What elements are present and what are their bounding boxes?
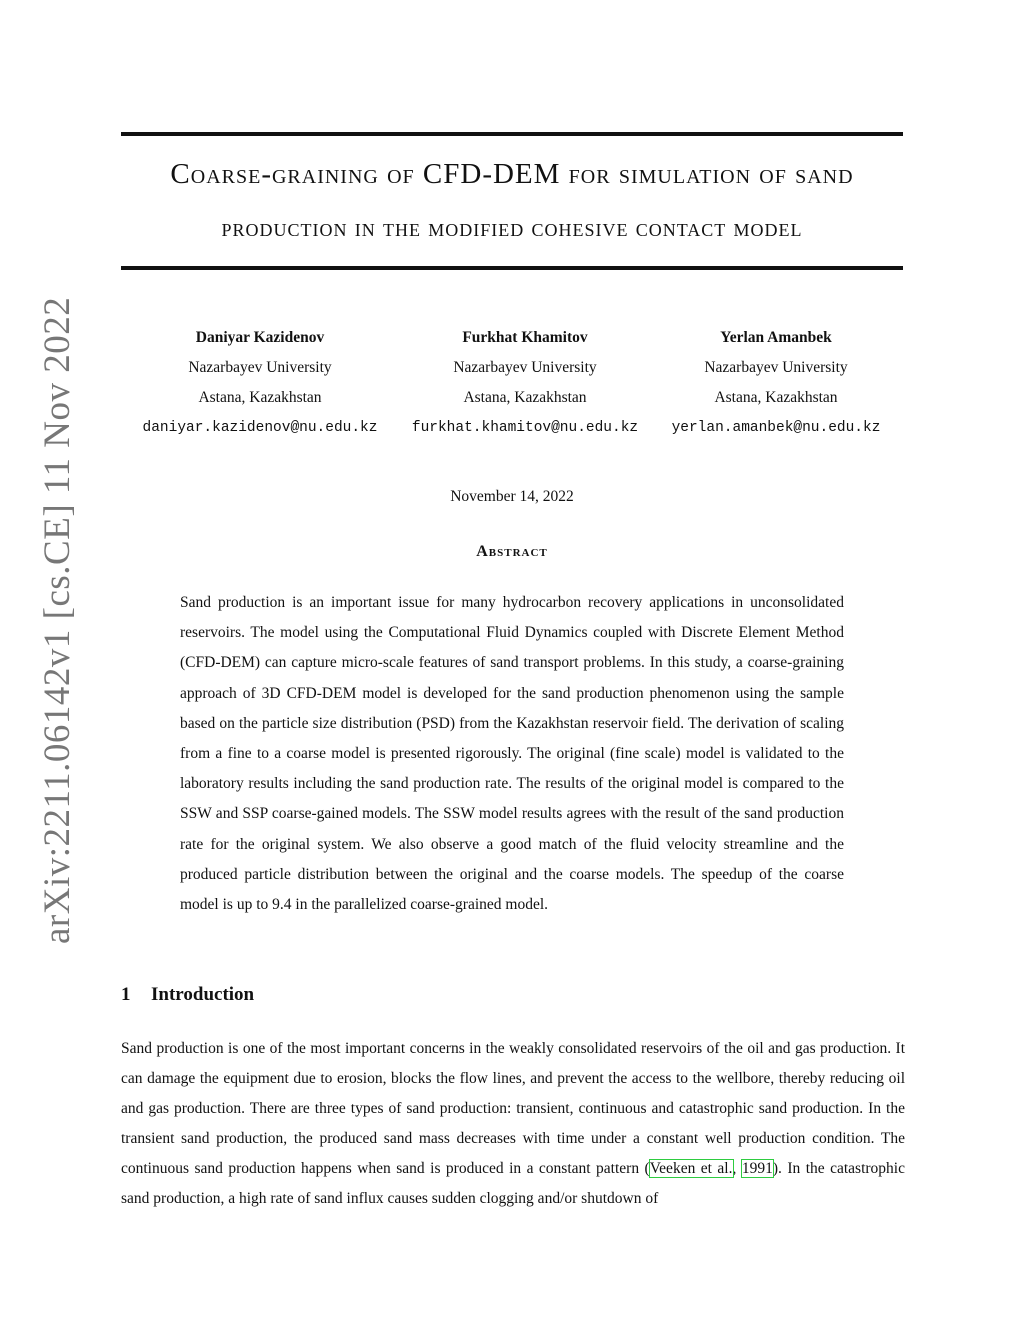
author-location: Astana, Kazakhstan (198, 389, 322, 406)
author-affiliation: Nazarbayev University (704, 359, 848, 376)
title-rule-bottom (121, 266, 903, 270)
author-block (626, 323, 926, 443)
author-location: Astana, Kazakhstan (463, 389, 587, 406)
citation-link-year[interactable]: 1991 (741, 1160, 773, 1177)
arxiv-identifier: arXiv:2211.06142v1 [cs.CE] 11 Nov 2022 (37, 296, 78, 944)
publication-date: November 14, 2022 (450, 488, 574, 505)
author-email[interactable]: daniyar.kazidenov@nu.edu.kz (142, 420, 378, 436)
introduction-text (121, 1034, 905, 1214)
author-block (110, 323, 410, 443)
abstract-heading: Abstract (476, 543, 548, 560)
author-affiliation: Nazarbayev University (188, 359, 332, 376)
author-affiliation: Nazarbayev University (453, 359, 597, 376)
author-name: Yerlan Amanbek (720, 329, 832, 346)
intro-paragraph: Sand production is one of the most important concerns in the weakly consolidated reservoirs of the oil and gas production. It can damage the equipment due to erosion, blocks the flow lines, and prevent the access to the wellbore, thereby reducing oil and gas production. There are three types of sand production: transient, continuous and catastrophic sand production. In the transient sand production, the produced sand mass decreases with time under a constant well production condition. The continuous sand production happens when sand is produced in a constant pattern ( (121, 1040, 905, 1177)
citation-separator: , (732, 1160, 742, 1177)
paper-title-line-2: production in the modified cohesive contact model (221, 215, 803, 242)
section-heading (121, 984, 254, 1006)
author-email[interactable]: furkhat.khamitov@nu.edu.kz (411, 420, 639, 436)
section-title: Introduction (151, 984, 255, 1005)
title-rule-top (121, 132, 903, 136)
abstract-text: Sand production is an important issue for many hydrocarbon recovery applications in unconsolidated reservoirs. The model using the Computational Fluid Dynamics coupled with Discrete Element Method (CFD-DEM) can capture micro-scale features of sand transport problems. In this study, a coarse-graining approach of 3D CFD-DEM model is developed for the sand production phenomenon using the sample based on the particle size distribution (PSD) from the Kazakhstan reservoir field. The derivation of scaling from a fine to a coarse model is presented rigorously. The original (fine scale) model is validated to the laboratory results including the sand production rate. The results of the original model is compared to the SSW and SSP coarse-gained models. The SSW model results agrees with the result of the sand production rate for the original system. We also observe a good match of the fluid velocity streamline and the produced particle distribution between the original and the coarse models. The speedup of the coarse model is up to 9.4 in the parallelized coarse-grained model. (180, 594, 844, 914)
citation-link-author[interactable]: Veeken et al. (649, 1160, 733, 1177)
section-number: 1 (121, 984, 131, 1005)
author-name: Furkhat Khamitov (462, 329, 588, 346)
author-location: Astana, Kazakhstan (714, 389, 838, 406)
paper-title-line-1: Coarse-graining of CFD-DEM for simulation of sand (170, 158, 854, 190)
author-email[interactable]: yerlan.amanbek@nu.edu.kz (671, 420, 881, 436)
author-name: Daniyar Kazidenov (195, 329, 325, 346)
intro-paragraph-continued: ). In the catastrophic sand production, a high rate of sand influx causes sudden clogging and/or shutdown of (121, 1160, 905, 1207)
